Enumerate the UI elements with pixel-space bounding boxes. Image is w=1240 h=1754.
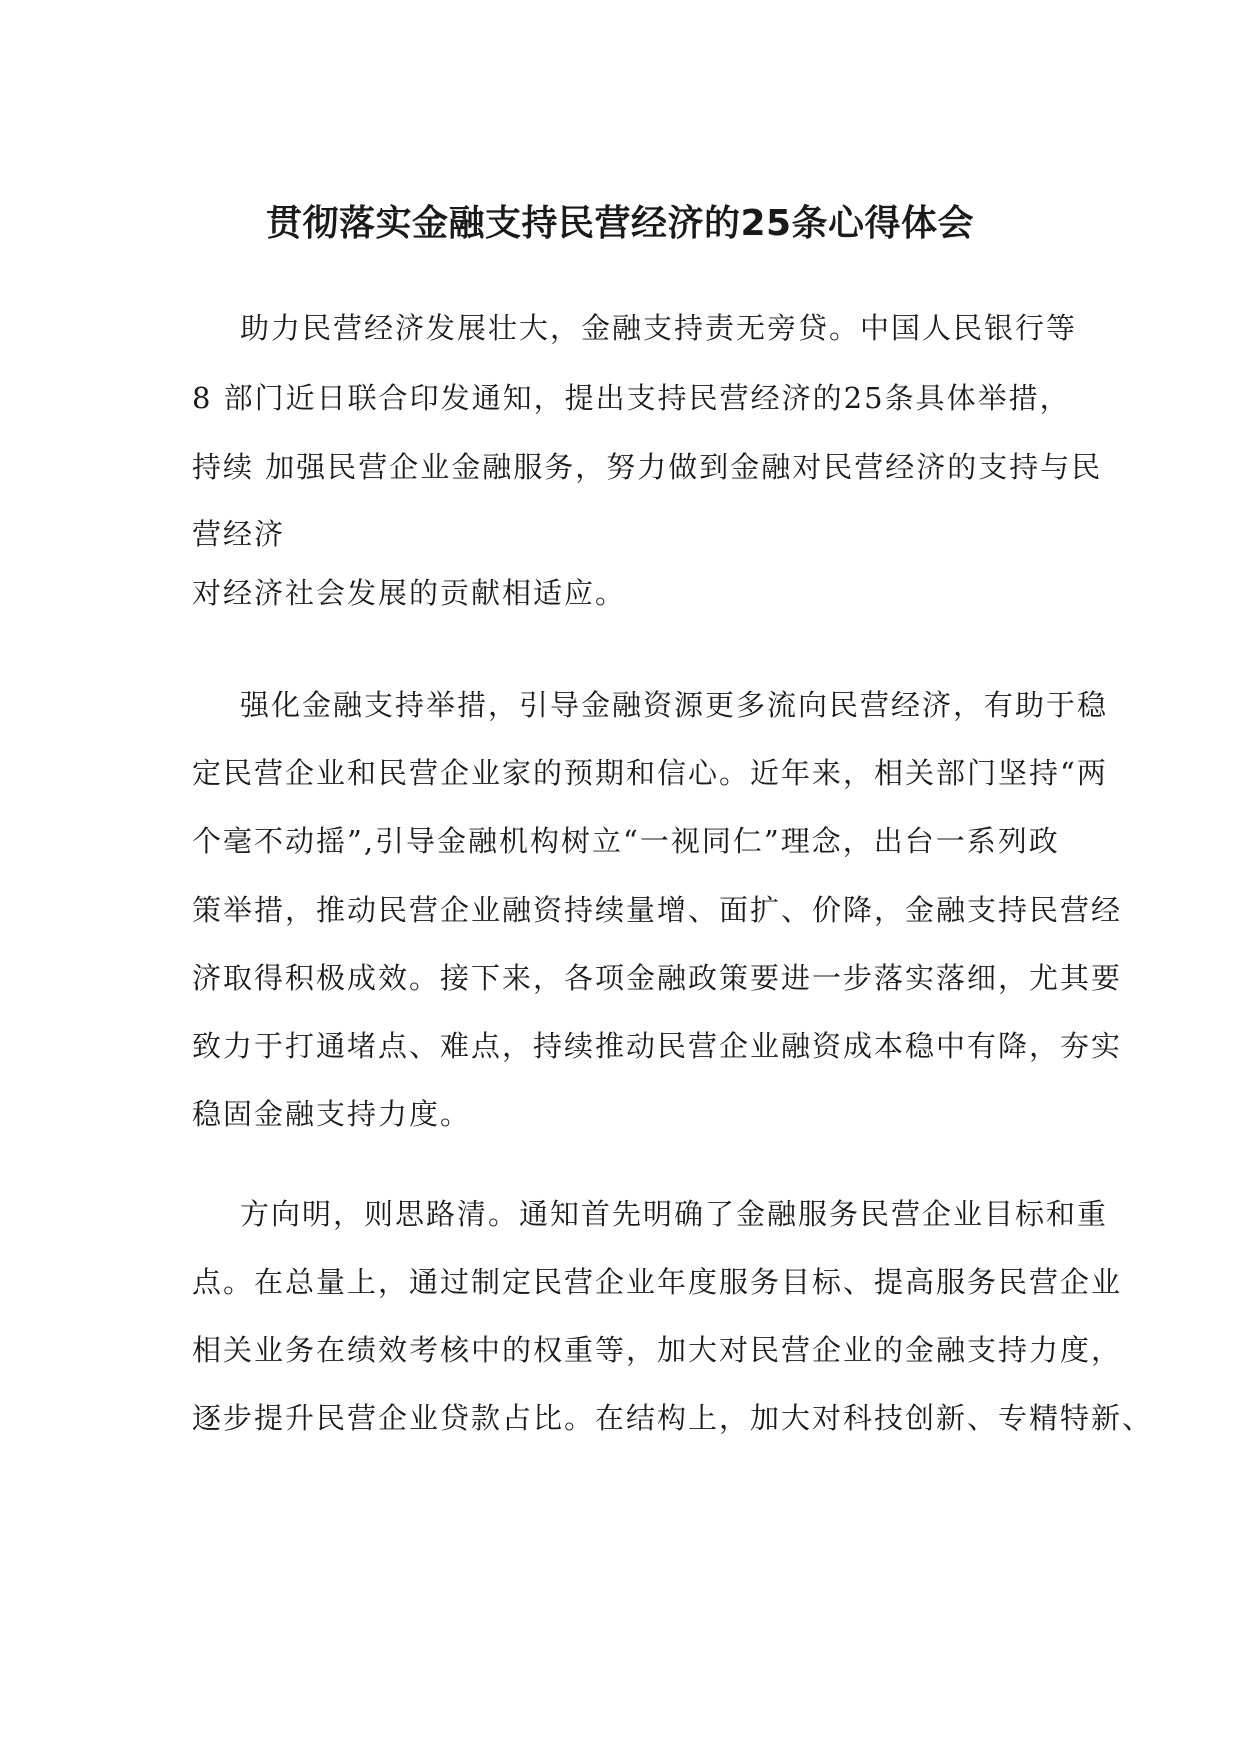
paragraph-1-line-2: 8 部门近日联合印发通知，提出支持民营经济的25条具体举措， — [192, 381, 1071, 415]
paragraph-3-line-4: 逐步提升民营企业贷款占比。在结构上，加大对科技创新、专精特新、 — [192, 1401, 1154, 1435]
paragraph-2-line-4: 策举措，推动民营企业融资持续量增、面扩、价降，金融支持民营经 — [192, 893, 1123, 927]
paragraph-3-line-1: 方向明，则思路清。通知首先明确了金融服务民营企业目标和重 — [240, 1197, 1109, 1231]
paragraph-1-line-5: 对经济社会发展的贡献相适应。 — [192, 576, 627, 610]
paragraph-2-line-6: 致力于打通堵点、难点，持续推动民营企业融资成本稳中有降，夯实 — [192, 1029, 1123, 1063]
paragraph-1-line-1: 助力民营经济发展壮大，金融支持责无旁贷。中国人民银行等 — [240, 311, 1078, 345]
paragraph-1-line-3: 持续 加强民营企业金融服务，努力做到金融对民营经济的支持与民 — [192, 450, 1103, 484]
paragraph-1-line-4: 营经济 — [192, 517, 286, 551]
paragraph-3-line-3: 相关业务在绩效考核中的权重等，加大对民营企业的金融支持力度， — [192, 1333, 1123, 1367]
paragraph-3-line-2: 点。在总量上，通过制定民营企业年度服务目标、提高服务民营企业 — [192, 1265, 1123, 1299]
paragraph-2-line-1: 强化金融支持举措，引导金融资源更多流向民营经济，有助于稳 — [240, 688, 1109, 722]
paragraph-2-line-7: 稳固金融支持力度。 — [192, 1097, 472, 1131]
paragraph-2-line-5: 济取得积极成效。接下来，各项金融政策要进一步落实落细，尤其要 — [192, 961, 1123, 995]
paragraph-2-line-2: 定民营企业和民营企业家的预期和信心。近年来，相关部门坚持“两 — [192, 756, 1108, 790]
paragraph-2-line-3: 个毫不动摇”,引导金融机构树立“一视同仁”理念，出台一系列政 — [192, 824, 1060, 858]
document-title: 贯彻落实金融支持民营经济的25条心得体会 — [265, 203, 975, 244]
